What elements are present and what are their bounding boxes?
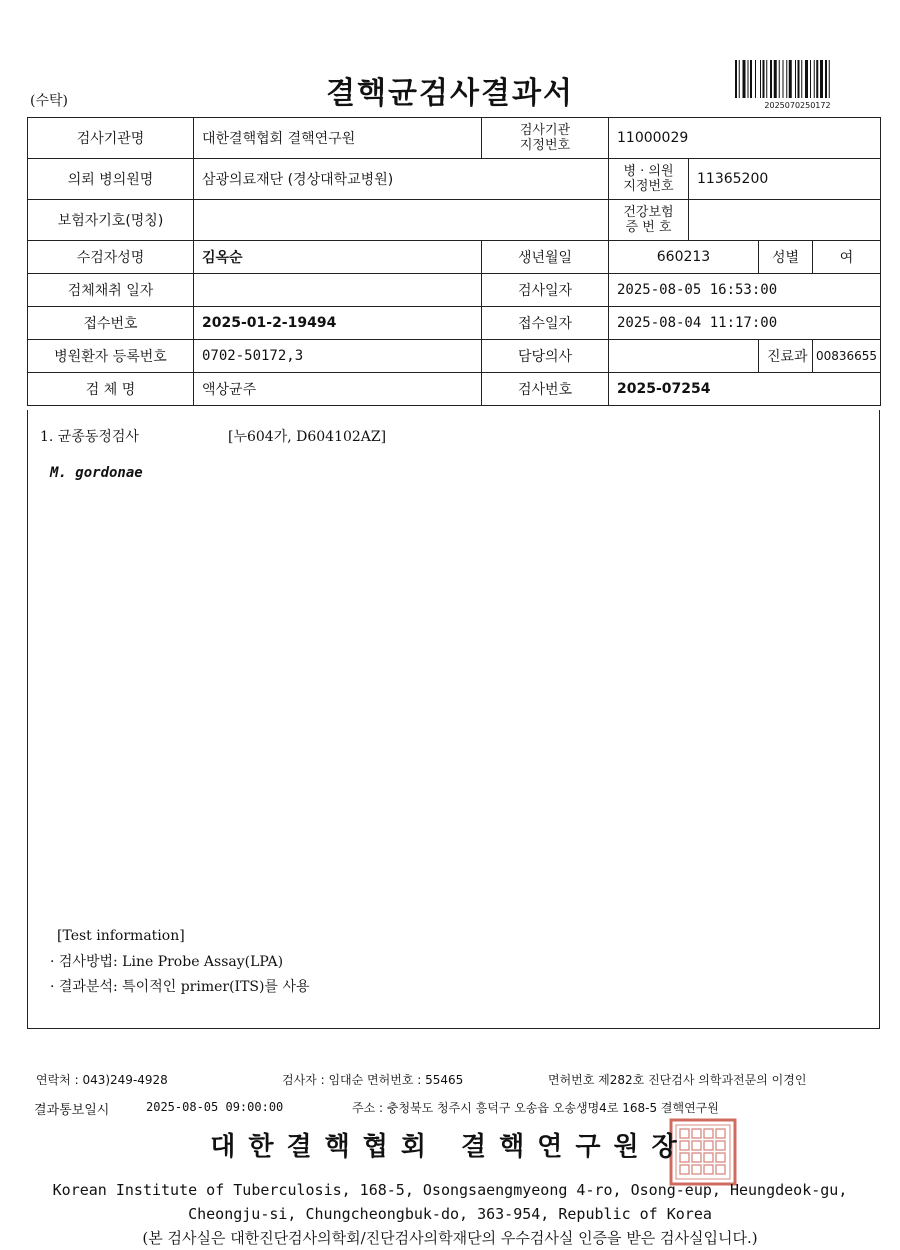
dept-value: 00836655 — [813, 340, 881, 373]
certification-note: (본 검사실은 대한진단검사의학회/진단검사의학재단의 우수검사실 인증을 받은 검사실입니다.) — [142, 1229, 758, 1247]
sex-label: 성별 — [759, 241, 813, 274]
birth-label: 생년월일 — [482, 241, 609, 274]
receipt-date-value: 2025-08-04 11:17:00 — [609, 307, 881, 340]
inst-code-label-line2: 지정번호 — [519, 138, 571, 153]
patient-info-table — [27, 117, 881, 406]
organism-name: M. gordonae — [50, 465, 143, 481]
inst-code-label-line1: 검사기관 — [519, 123, 571, 138]
patient-label: 수검자성명 — [28, 241, 194, 274]
birth-value: 660213 — [609, 241, 759, 274]
notify-value: 2025-08-05 09:00:00 — [146, 1100, 284, 1114]
doctor-value — [609, 340, 759, 373]
health-ins-label — [609, 200, 689, 241]
patient-name: 김옥순 — [194, 241, 482, 274]
test-no-value: 2025-07254 — [609, 373, 881, 406]
inst-code-label — [482, 118, 609, 159]
sex-value: 여 — [813, 241, 881, 274]
barcode — [735, 60, 860, 98]
insured-label: 보험자기호(명칭) — [28, 200, 194, 241]
test-info-title: [Test information] — [57, 928, 185, 944]
inst-code-value: 11000029 — [609, 118, 881, 159]
result-item-title: 1. 균종동정검사 — [40, 429, 139, 445]
barcode-number: 2025070250172 — [764, 101, 831, 110]
hospital-code-label-line2: 지정번호 — [623, 179, 674, 194]
specimen-label: 검 체 명 — [28, 373, 194, 406]
tester-info: 검사자 : 임대순 면허번호 : 55465 — [282, 1073, 464, 1087]
specimen-value: 액상균주 — [194, 373, 482, 406]
result-item-code: [누604가, D604102AZ] — [228, 429, 387, 445]
address: 주소 : 충청북도 청주시 흥덕구 오송읍 오송생명4로 168-5 결핵연구원 — [352, 1101, 719, 1115]
hospital-code-value: 11365200 — [689, 159, 881, 200]
health-ins-label-line1: 건강보험 — [623, 205, 674, 220]
approver-info: 면허번호 제282호 진단검사 의학과전문의 이경인 — [548, 1073, 807, 1087]
contact-info: 연락처 : 043)249-4928 — [36, 1073, 168, 1087]
reg-no-value: 0702-50172,3 — [194, 340, 482, 373]
test-method: · 검사방법: Line Probe Assay(LPA) — [50, 954, 284, 970]
inst-value: 대한결핵협회 결핵연구원 — [194, 118, 482, 159]
test-date-label: 검사일자 — [482, 274, 609, 307]
collect-value — [194, 274, 482, 307]
hospital-label: 의뢰 병의원명 — [28, 159, 194, 200]
hospital-code-label — [609, 159, 689, 200]
receipt-no-value: 2025-01-2-19494 — [194, 307, 482, 340]
consignment-tag: (수탁) — [30, 93, 68, 109]
collect-label: 검체채취 일자 — [28, 274, 194, 307]
doctor-label: 담당의사 — [482, 340, 609, 373]
insured-value — [194, 200, 609, 241]
test-no-label: 검사번호 — [482, 373, 609, 406]
health-ins-value — [689, 200, 881, 241]
hospital-value: 삼광의료재단 (경상대학교병원) — [194, 159, 609, 200]
document-title: 결핵균검사결과서 — [326, 76, 574, 111]
hospital-code-label-line1: 병 · 의원 — [623, 164, 674, 179]
english-address-line2: Cheongju-si, Chungcheongbuk-do, 363-954, Republic of Korea — [188, 1205, 712, 1223]
health-ins-label-line2: 증 번 호 — [625, 220, 672, 235]
test-date-value: 2025-08-05 16:53:00 — [609, 274, 881, 307]
result-analysis: · 결과분석: 특이적인 primer(ITS)를 사용 — [50, 979, 310, 995]
inst-label: 검사기관명 — [28, 118, 194, 159]
reg-no-label: 병원환자 등록번호 — [28, 340, 194, 373]
english-address-line1: Korean Institute of Tuberculosis, 168-5, Osongsaengmyeong 4-ro, Osong-eup, Heungdeok-gu, — [52, 1181, 848, 1199]
dept-label: 진료과 — [759, 340, 813, 373]
institute-name: 대한결핵협회 결핵연구원장 — [210, 1132, 690, 1162]
receipt-no-label: 접수번호 — [28, 307, 194, 340]
receipt-date-label: 접수일자 — [482, 307, 609, 340]
notify-label: 결과통보일시 — [34, 1103, 110, 1118]
